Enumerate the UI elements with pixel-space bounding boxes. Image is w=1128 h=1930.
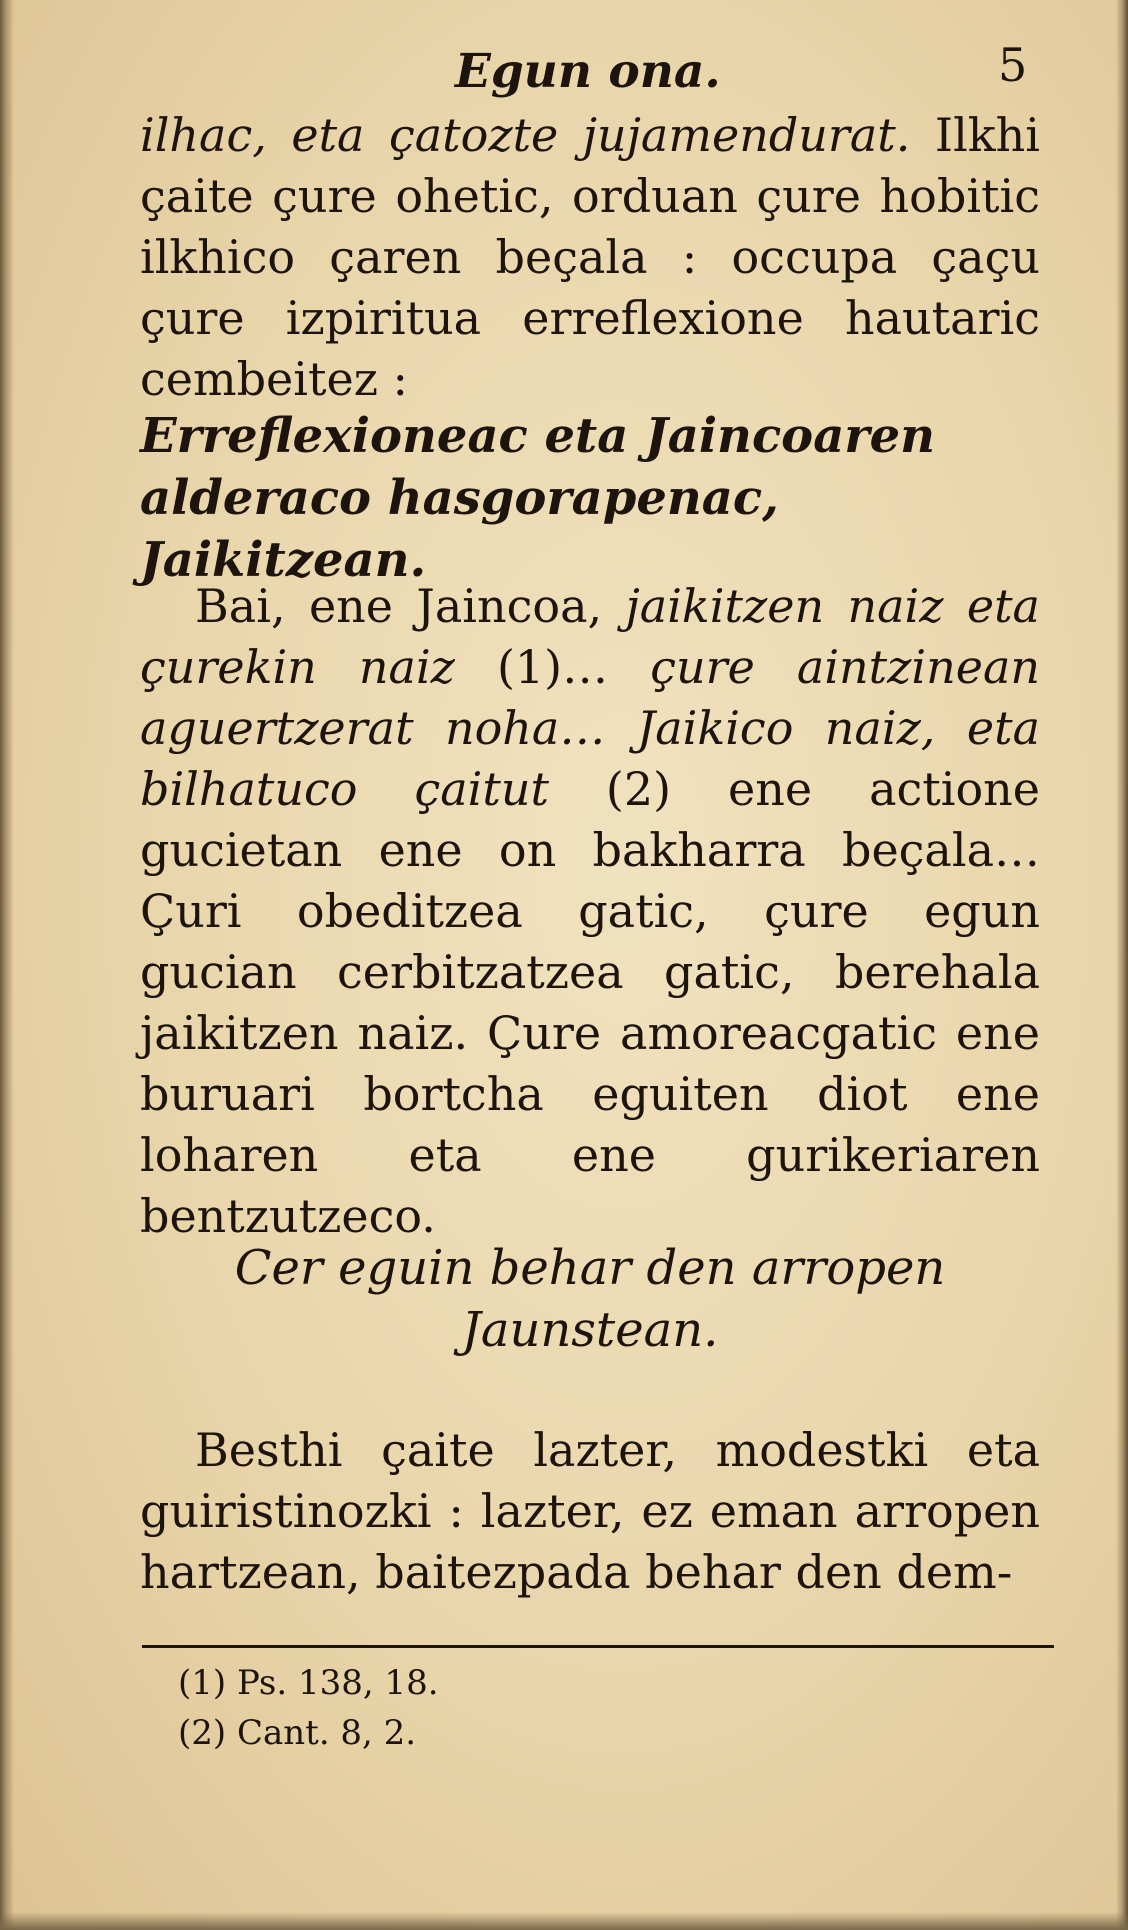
s1-segment-3: (1)…	[454, 640, 651, 694]
page-bottom-edge	[0, 1912, 1128, 1930]
footnotes	[178, 1658, 439, 1758]
section-1-paragraph	[140, 576, 1040, 1247]
page-number: 5	[998, 38, 1028, 92]
intro-text	[140, 105, 1040, 410]
s1-segment-5: (2) ene actione gucietan ene on bakharra beçala… Çuri obeditzea gatic, çure egun gucian cerbitzatzea gatic, berehala jaikitzen naiz. Çure amoreacgatic ene buruari bortcha eguiten diot ene loharen eta ene gurikeriaren bentzutzeco.	[140, 762, 1040, 1243]
s1-segment-4: çure aintzinean aguertzerat noha… Jaikico naiz, eta bilhatuco çaitut	[140, 640, 1040, 816]
footnote-rule	[142, 1645, 1054, 1648]
section-1-text	[140, 576, 1040, 1247]
section-heading-1: Erreflexioneac eta Jaincoaren alderaco hasgorapenac, Jaikitzean.	[140, 408, 936, 588]
footnote-1: (1) Ps. 138, 18.	[178, 1663, 439, 1703]
running-title: Egun ona.	[455, 44, 721, 99]
section-2-text: Besthi çaite lazter, modestki eta guiristinozki : lazter, ez eman arropen hartzean, baitezpada behar den dem-	[140, 1423, 1040, 1599]
page-right-edge	[1116, 0, 1128, 1930]
intro-paragraph	[140, 105, 1040, 410]
footnote-2: (2) Cant. 8, 2.	[178, 1713, 417, 1753]
section-heading-2: Cer eguin behar den arropen Jaunstean.	[234, 1240, 946, 1358]
intro-italic: ilhac, eta çatozte jujamendurat.	[140, 108, 911, 162]
s1-segment-2: jaikitzen naiz eta çurekin naiz	[140, 579, 1040, 694]
section-2-paragraph	[140, 1420, 1040, 1603]
intro-roman: Ilkhi çaite çure ohetic, orduan çure hobitic ilkhico çaren beçala : occupa çaçu çure izpiritua erreflexione hautaric cembeitez :	[140, 108, 1041, 406]
page-left-edge	[0, 0, 14, 1930]
running-head	[0, 38, 1128, 98]
s1-segment-1: Bai, ene Jaincoa,	[195, 579, 626, 633]
